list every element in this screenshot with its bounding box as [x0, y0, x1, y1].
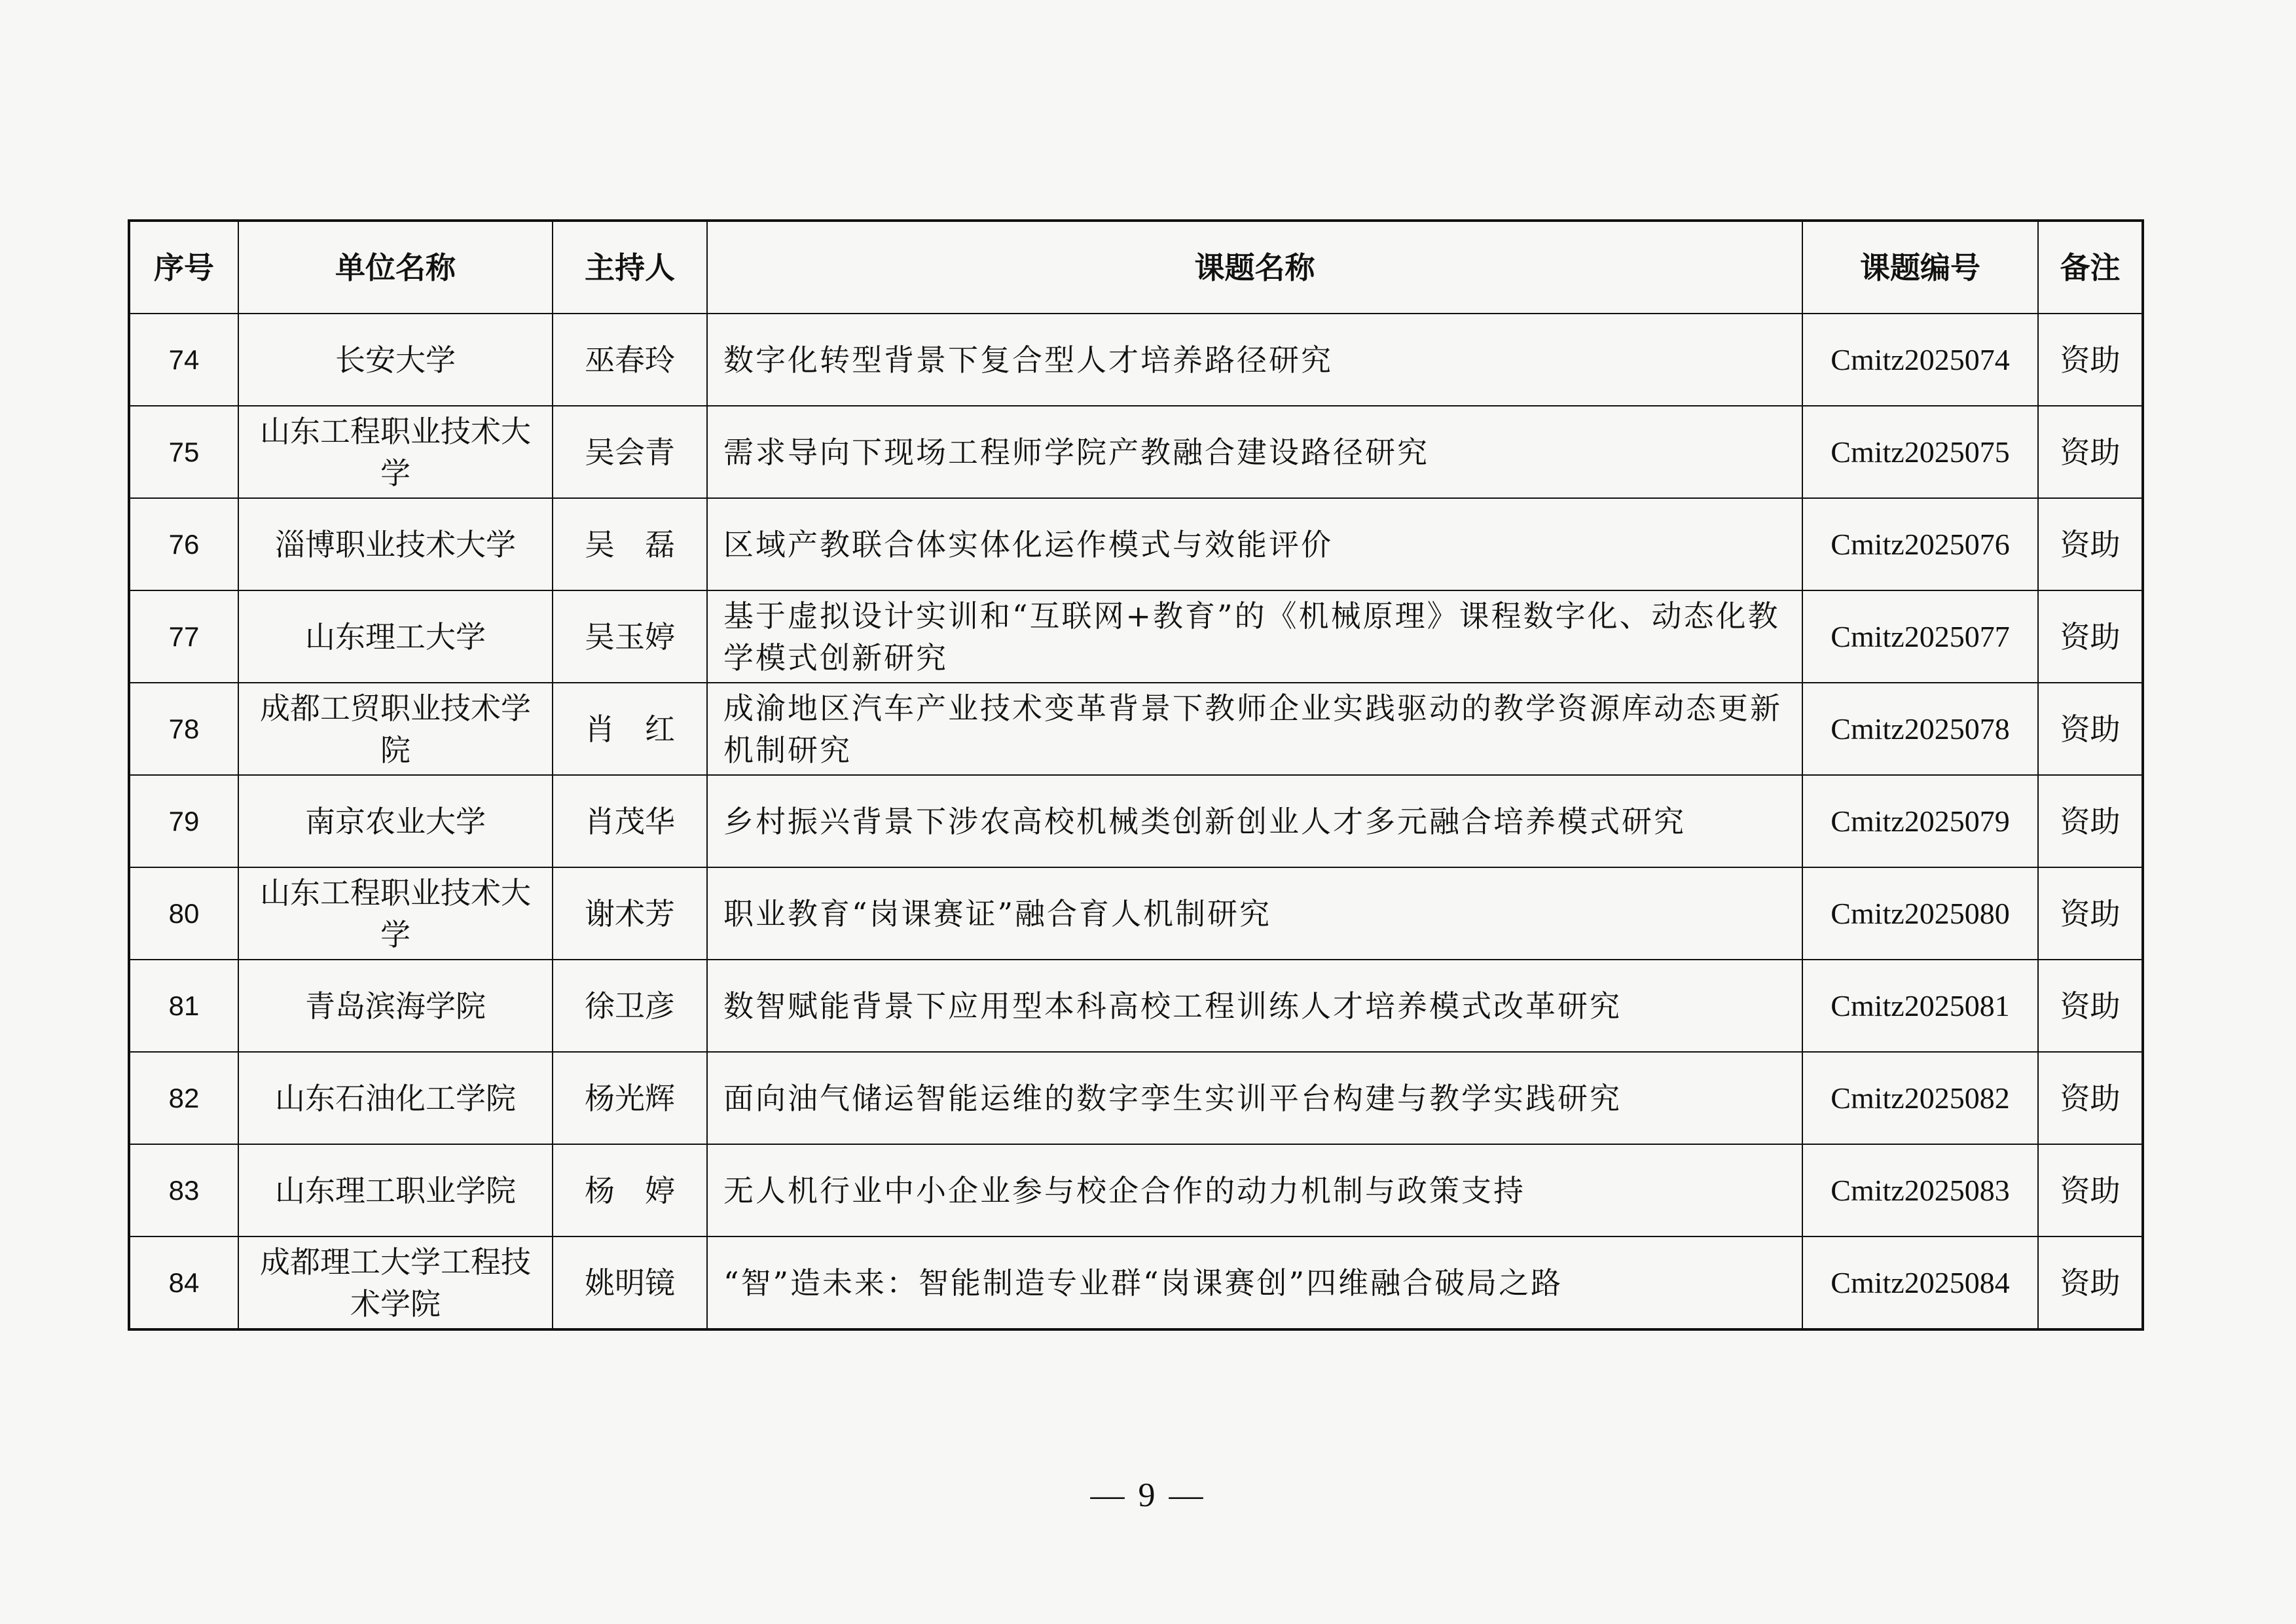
row-code: Cmitz2025081 [1802, 960, 2038, 1052]
row-host: 姚明镜 [553, 1236, 707, 1329]
table-row [129, 314, 2143, 406]
row-code: Cmitz2025079 [1802, 775, 2038, 867]
table-row [129, 1236, 2143, 1329]
header-title: 课题名称 [707, 221, 1802, 314]
row-code: Cmitz2025083 [1802, 1144, 2038, 1236]
row-host: 肖茂华 [553, 775, 707, 867]
header-unit: 单位名称 [238, 221, 553, 314]
row-unit: 山东工程职业技术大学 [238, 406, 553, 498]
row-code: Cmitz2025082 [1802, 1052, 2038, 1144]
page-number: — 9 — [1090, 1477, 1206, 1514]
row-seq: 83 [129, 1144, 238, 1236]
row-host: 吴会青 [553, 406, 707, 498]
row-title: 面向油气储运智能运维的数字孪生实训平台构建与教学实践研究 [707, 1052, 1802, 1144]
row-unit: 山东理工大学 [238, 590, 553, 683]
table-row [129, 498, 2143, 590]
row-seq: 80 [129, 867, 238, 960]
row-note: 资助 [2038, 683, 2143, 775]
header-code: 课题编号 [1802, 221, 2038, 314]
row-note: 资助 [2038, 775, 2143, 867]
table-row [129, 1144, 2143, 1236]
row-host: 巫春玲 [553, 314, 707, 406]
row-title: 区域产教联合体实体化运作模式与效能评价 [707, 498, 1802, 590]
row-seq: 77 [129, 590, 238, 683]
header-host: 主持人 [553, 221, 707, 314]
row-code: Cmitz2025076 [1802, 498, 2038, 590]
row-unit: 山东工程职业技术大学 [238, 867, 553, 960]
row-title: 无人机行业中小企业参与校企合作的动力机制与政策支持 [707, 1144, 1802, 1236]
row-note: 资助 [2038, 406, 2143, 498]
row-unit: 淄博职业技术大学 [238, 498, 553, 590]
row-title: “智”造未来：智能制造专业群“岗课赛创”四维融合破局之路 [707, 1236, 1802, 1329]
row-title: 成渝地区汽车产业技术变革背景下教师企业实践驱动的教学资源库动态更新机制研究 [707, 683, 1802, 775]
row-title: 基于虚拟设计实训和“互联网+教育”的《机械原理》课程数字化、动态化教学模式创新研究 [707, 590, 1802, 683]
row-note: 资助 [2038, 1236, 2143, 1329]
table-row [129, 867, 2143, 960]
row-unit: 成都理工大学工程技术学院 [238, 1236, 553, 1329]
row-seq: 81 [129, 960, 238, 1052]
row-title: 需求导向下现场工程师学院产教融合建设路径研究 [707, 406, 1802, 498]
row-note: 资助 [2038, 1052, 2143, 1144]
row-note: 资助 [2038, 960, 2143, 1052]
header-note: 备注 [2038, 221, 2143, 314]
table-row [129, 1052, 2143, 1144]
row-host: 吴玉婷 [553, 590, 707, 683]
row-unit: 青岛滨海学院 [238, 960, 553, 1052]
row-unit: 山东石油化工学院 [238, 1052, 553, 1144]
row-unit: 南京农业大学 [238, 775, 553, 867]
row-code: Cmitz2025080 [1802, 867, 2038, 960]
table-row [129, 406, 2143, 498]
row-note: 资助 [2038, 590, 2143, 683]
row-note: 资助 [2038, 867, 2143, 960]
row-host: 徐卫彦 [553, 960, 707, 1052]
row-seq: 82 [129, 1052, 238, 1144]
header-seq: 序号 [129, 221, 238, 314]
row-unit: 长安大学 [238, 314, 553, 406]
row-host: 谢术芳 [553, 867, 707, 960]
row-note: 资助 [2038, 498, 2143, 590]
table-row [129, 960, 2143, 1052]
row-code: Cmitz2025077 [1802, 590, 2038, 683]
row-title: 职业教育“岗课赛证”融合育人机制研究 [707, 867, 1802, 960]
row-note: 资助 [2038, 314, 2143, 406]
row-title: 数字化转型背景下复合型人才培养路径研究 [707, 314, 1802, 406]
row-seq: 84 [129, 1236, 238, 1329]
row-host: 吴 磊 [553, 498, 707, 590]
row-seq: 74 [129, 314, 238, 406]
row-host: 肖 红 [553, 683, 707, 775]
row-code: Cmitz2025074 [1802, 314, 2038, 406]
row-unit: 成都工贸职业技术学院 [238, 683, 553, 775]
table-row [129, 590, 2143, 683]
row-code: Cmitz2025084 [1802, 1236, 2038, 1329]
row-seq: 78 [129, 683, 238, 775]
project-table [128, 219, 2144, 1331]
row-unit: 山东理工职业学院 [238, 1144, 553, 1236]
row-seq: 79 [129, 775, 238, 867]
table-header-row [129, 221, 2143, 314]
row-seq: 75 [129, 406, 238, 498]
row-code: Cmitz2025075 [1802, 406, 2038, 498]
row-host: 杨光辉 [553, 1052, 707, 1144]
row-title: 乡村振兴背景下涉农高校机械类创新创业人才多元融合培养模式研究 [707, 775, 1802, 867]
row-host: 杨 婷 [553, 1144, 707, 1236]
row-code: Cmitz2025078 [1802, 683, 2038, 775]
table-row [129, 683, 2143, 775]
row-note: 资助 [2038, 1144, 2143, 1236]
row-title: 数智赋能背景下应用型本科高校工程训练人才培养模式改革研究 [707, 960, 1802, 1052]
table-row [129, 775, 2143, 867]
row-seq: 76 [129, 498, 238, 590]
